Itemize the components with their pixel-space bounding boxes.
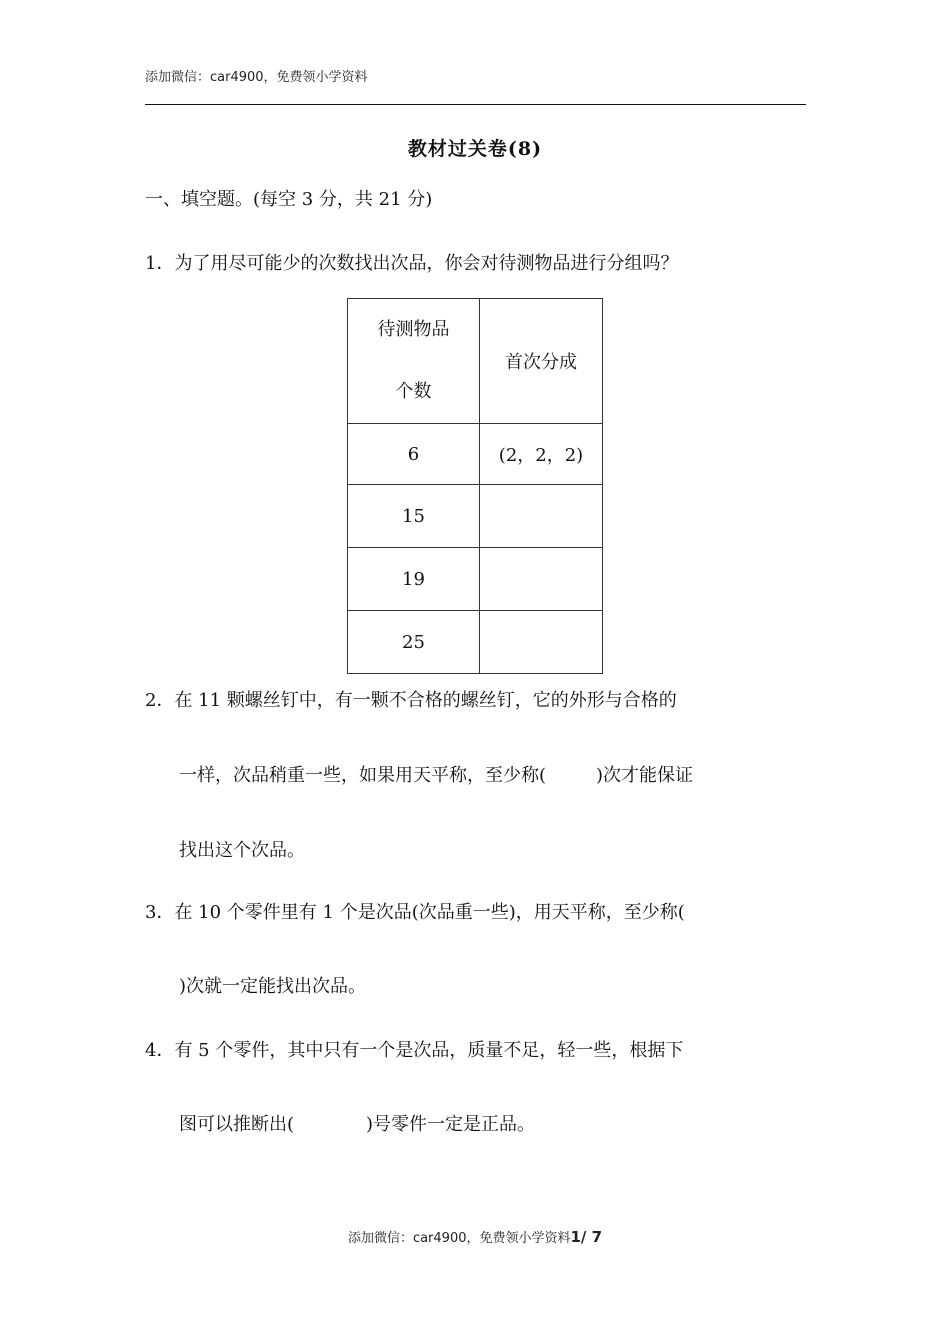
footer [0, 1227, 950, 1246]
table-cell-split-answer[interactable] [480, 548, 603, 611]
table-header-count-line1: 待测物品 [377, 319, 450, 340]
table-cell-split: (2，2，2) [480, 424, 603, 485]
question-2-line-2 [179, 761, 693, 787]
page-title: 教材过关卷(8) [407, 138, 543, 160]
question-4-text-2b: )号零件一定是正品。 [366, 1114, 536, 1135]
table-row [348, 485, 603, 548]
table-cell-count: 25 [348, 611, 480, 674]
header-note: 添加微信：car4900，免费领小学资料 [145, 70, 368, 85]
table-cell-split-answer[interactable] [480, 611, 603, 674]
table-row [348, 548, 603, 611]
question-2-text-1: 在 11 颗螺丝钉中，有一颗不合格的螺丝钉，它的外形与合格的 [174, 690, 677, 711]
grouping-table [347, 298, 603, 674]
question-3-text-1: 在 10 个零件里有 1 个是次品(次品重一些)，用天平称，至少称( [174, 902, 685, 923]
question-3-line-1 [145, 898, 685, 924]
question-1-number: 1． [145, 253, 175, 274]
table-cell-count: 19 [348, 548, 480, 611]
table-header-count [348, 299, 480, 424]
question-2-text-2b: )次才能保证 [596, 765, 694, 786]
table-header-count-line2: 个数 [395, 381, 432, 402]
question-4-line-1 [145, 1036, 683, 1062]
question-2-line-3: 找出这个次品。 [179, 840, 305, 861]
question-2-number: 2． [145, 690, 175, 711]
table-cell-split-answer[interactable] [480, 485, 603, 548]
table-row [348, 424, 603, 485]
question-2-text-2a: 一样，次品稍重一些，如果用天平称，至少称( [179, 765, 547, 786]
question-3-text-2: )次就一定能找出次品。 [179, 976, 367, 997]
section-heading: 一、填空题。(每空 3 分，共 21 分) [145, 189, 433, 210]
question-4-number: 4． [145, 1040, 175, 1061]
question-1-text: 为了用尽可能少的次数找出次品，你会对待测物品进行分组吗？ [174, 253, 679, 274]
footer-note: 添加微信：car4900，免费领小学资料 [347, 1231, 571, 1246]
question-4-text-2a: 图可以推断出( [179, 1114, 295, 1135]
question-2-line-1 [145, 686, 677, 712]
page-number: 1/ 7 [570, 1228, 603, 1246]
table-header-row [348, 299, 603, 424]
question-1 [145, 249, 678, 275]
question-4-line-2 [179, 1110, 535, 1136]
question-3-line-2 [179, 972, 366, 998]
table-cell-count: 15 [348, 485, 480, 548]
table-row [348, 611, 603, 674]
header-divider [145, 104, 806, 105]
question-3-number: 3． [145, 902, 175, 923]
table-header-split: 首次分成 [480, 299, 603, 424]
table-cell-count: 6 [348, 424, 480, 485]
question-4-text-1: 有 5 个零件，其中只有一个是次品，质量不足，轻一些，根据下 [174, 1040, 684, 1061]
